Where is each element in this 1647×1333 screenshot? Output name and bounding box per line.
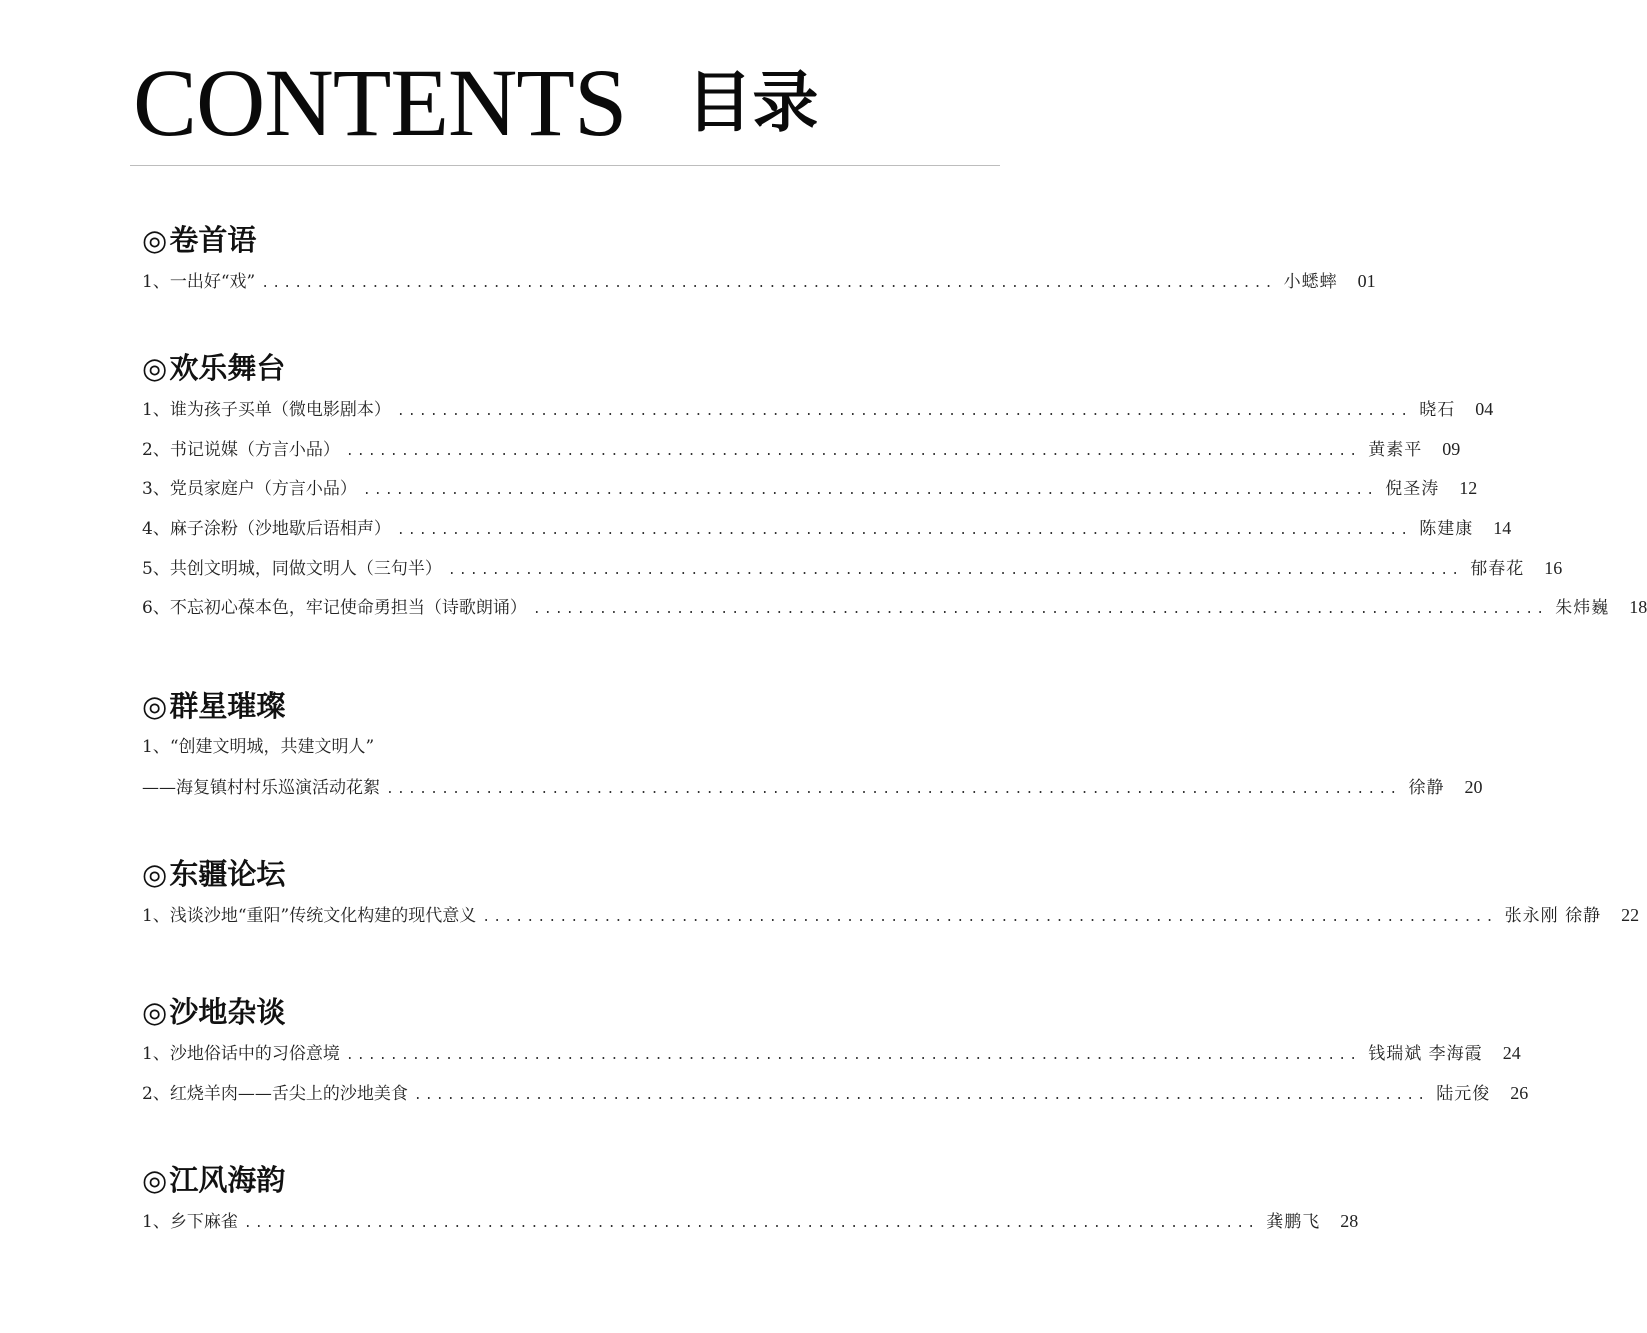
entry-page: 01	[1357, 271, 1376, 291]
section-preface	[142, 218, 1376, 302]
entry-number: 1、	[142, 1044, 170, 1064]
toc-entry[interactable]	[142, 768, 1483, 808]
section-bullet-icon: ◎	[142, 223, 168, 257]
entry-number: 4、	[142, 519, 170, 540]
entry-author: 郁春花	[1470, 558, 1525, 579]
entry-title: 书记说媒（方言小品）	[169, 439, 340, 460]
section-bullet-icon: ◎	[142, 689, 168, 723]
contents-title-zh: 目录	[686, 64, 819, 141]
entry-title: 浅谈沙地“重阳”传统文化构建的现代意义	[169, 906, 477, 926]
toc-entry[interactable]	[142, 728, 804, 768]
section-bullet-icon: ◎	[142, 857, 168, 891]
section-river-sea	[142, 1158, 1359, 1242]
entry-page: 18	[1629, 597, 1647, 618]
section-title	[142, 990, 804, 1034]
toc-entry[interactable]	[142, 588, 1647, 628]
entry-title: 共创文明城，同做文明人（三句半）	[169, 558, 442, 579]
section-bullet-icon: ◎	[142, 351, 168, 385]
section-title	[142, 1158, 804, 1202]
section-title	[142, 852, 804, 896]
entry-title: 谁为孩子买单（微电影剧本）	[169, 400, 391, 420]
entry-author: 小蟋蟀	[1283, 272, 1338, 292]
section-title-text: 江风海韵	[169, 1163, 286, 1197]
entry-title: 乡下麻雀	[169, 1212, 238, 1232]
entry-page: 24	[1502, 1043, 1521, 1063]
entry-author: 龚鹏飞	[1266, 1212, 1321, 1232]
dot-leader: ............................................................................................	[396, 523, 1412, 539]
toc-entry[interactable]	[142, 549, 1563, 589]
section-title-text: 东疆论坛	[169, 857, 286, 891]
entry-author: 晓石	[1419, 400, 1456, 420]
entry-author: 陆元俊	[1436, 1083, 1491, 1104]
entry-number: 1、	[142, 272, 170, 292]
entry-page: 09	[1442, 438, 1461, 459]
entry-title: 麻子涂粉（沙地歇后语相声）	[169, 519, 391, 540]
entry-page: 26	[1510, 1082, 1529, 1103]
dot-leader: ............................................................................................	[362, 483, 1378, 499]
entry-author: 倪圣涛	[1385, 479, 1440, 500]
toc-entry[interactable]	[142, 1202, 1359, 1242]
entry-page: 16	[1544, 557, 1563, 578]
section-title	[142, 346, 804, 390]
entry-number: 1、	[142, 906, 170, 926]
entry-page: 28	[1340, 1211, 1359, 1231]
section-forum	[142, 852, 1640, 936]
toc-entry[interactable]	[142, 896, 1640, 936]
header-divider	[130, 165, 1000, 166]
section-bullet-icon: ◎	[142, 1163, 168, 1197]
entry-title: 党员家庭户（方言小品）	[169, 479, 357, 500]
section-bullet-icon: ◎	[142, 995, 168, 1029]
dot-leader: ............................................................................................	[447, 562, 1463, 578]
entry-title: ——海复镇村村乐巡演活动花絮	[142, 777, 380, 798]
entry-title: “创建文明城，共建文明人”	[169, 737, 375, 757]
toc-entry[interactable]	[142, 1074, 1529, 1114]
entry-title: 不忘初心葆本色，牢记使命勇担当（诗歌朗诵）	[169, 598, 527, 619]
entry-number: 1、	[142, 737, 170, 757]
entry-author: 朱炜巍	[1555, 598, 1610, 619]
entry-number: 1、	[142, 400, 170, 420]
entry-author: 黄素平	[1368, 439, 1423, 460]
entry-page: 14	[1493, 518, 1512, 539]
entry-number: 3、	[142, 479, 170, 500]
dot-leader: ............................................................................................	[396, 404, 1412, 419]
contents-title-en: CONTENTS	[133, 49, 627, 156]
entry-page: 12	[1459, 478, 1478, 499]
entry-page: 20	[1464, 776, 1483, 797]
dot-leader: ............................................................................................	[261, 276, 1276, 291]
entry-page: 22	[1621, 905, 1640, 925]
entry-author: 徐静	[1408, 777, 1445, 798]
page-header	[133, 49, 819, 156]
entry-title: 一出好“戏”	[169, 272, 256, 292]
section-title-text: 欢乐舞台	[169, 351, 286, 385]
entry-author: 钱瑞斌 李海霞	[1368, 1044, 1483, 1064]
entry-number: 6、	[142, 598, 170, 619]
entry-title: 沙地俗话中的习俗意境	[169, 1044, 340, 1064]
entry-number: 2、	[142, 1083, 170, 1104]
toc-entry[interactable]	[142, 262, 1376, 302]
toc-entry[interactable]	[142, 469, 1478, 509]
entry-number: 2、	[142, 439, 170, 460]
dot-leader: ............................................................................................	[243, 1216, 1259, 1231]
section-title-text: 群星璀璨	[169, 689, 286, 723]
entry-author: 陈建康	[1419, 519, 1474, 540]
dot-leader: ............................................................................................	[413, 1087, 1429, 1103]
dot-leader: ............................................................................................	[482, 910, 1497, 925]
section-title	[142, 684, 804, 728]
toc-entry[interactable]	[142, 1034, 1521, 1074]
section-stars	[142, 684, 1483, 807]
entry-page: 04	[1475, 399, 1494, 419]
dot-leader: ............................................................................................	[532, 602, 1548, 618]
entry-number: 5、	[142, 558, 170, 579]
section-happy-stage	[142, 346, 1647, 628]
entry-author: 张永刚 徐静	[1504, 906, 1602, 926]
section-title	[142, 218, 804, 262]
dot-leader: ............................................................................................	[345, 1048, 1361, 1063]
toc-entry[interactable]	[142, 430, 1461, 470]
section-title-text: 卷首语	[169, 223, 257, 257]
section-title-text: 沙地杂谈	[169, 995, 286, 1029]
dot-leader: ............................................................................................	[386, 781, 1401, 797]
section-essays	[142, 990, 1529, 1113]
toc-entry[interactable]	[142, 509, 1512, 549]
entry-title: 红烧羊肉——舌尖上的沙地美食	[169, 1083, 408, 1104]
entry-number: 1、	[142, 1212, 170, 1232]
dot-leader: ............................................................................................	[345, 443, 1361, 459]
toc-entry[interactable]	[142, 390, 1494, 430]
